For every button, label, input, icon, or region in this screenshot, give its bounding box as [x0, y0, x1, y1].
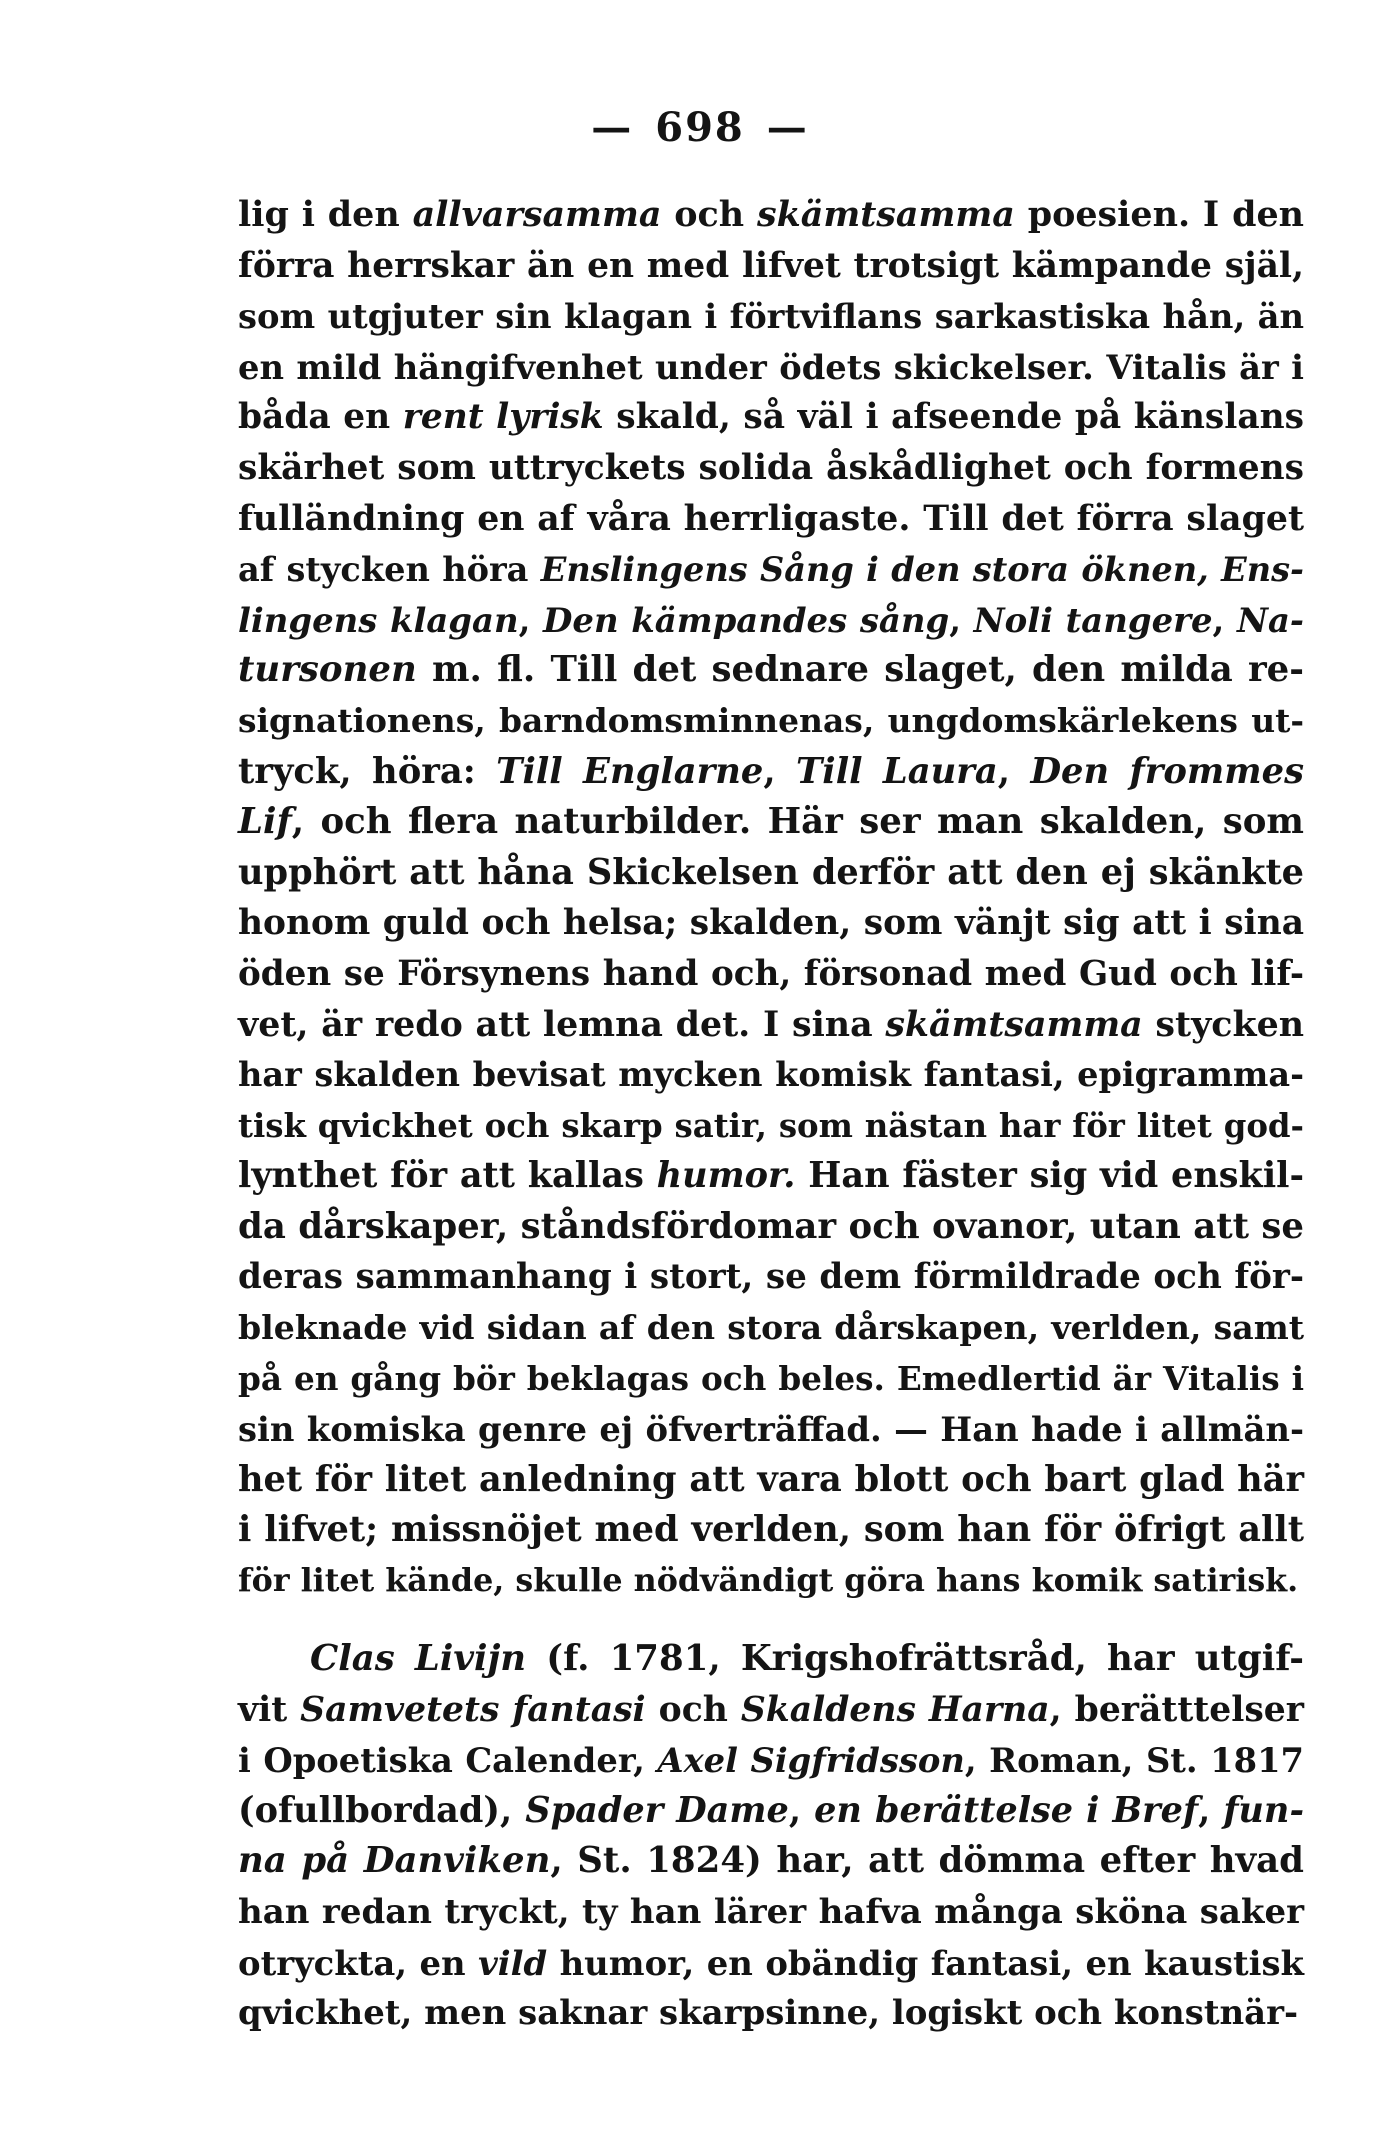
italic-text: vild	[478, 1942, 548, 1983]
paragraph-livijn	[238, 1634, 1304, 2039]
text-line	[238, 1938, 1304, 1989]
text-run: , berätttelser	[1049, 1689, 1304, 1730]
text-line	[238, 1202, 1304, 1253]
text-line	[238, 241, 1304, 292]
italic-text: na på Danviken	[238, 1840, 551, 1882]
text-run: lig i den	[238, 194, 413, 235]
text-run: har skalden bevisat mycken komisk fantasi, epigramma-	[238, 1055, 1304, 1095]
text-run: lynthet för att kallas	[238, 1155, 657, 1197]
text-run: ,	[1212, 599, 1237, 640]
text-line	[238, 443, 1304, 494]
italic-text: fun-	[1223, 1789, 1304, 1831]
text-run: vit	[238, 1689, 301, 1730]
text-run: fulländning en af våra herrligaste. Till det förra slaget	[238, 497, 1304, 539]
text-run: ,	[1198, 1789, 1224, 1831]
text-line	[238, 1354, 1304, 1405]
text-line	[238, 797, 1304, 848]
text-line	[238, 1988, 1304, 2039]
text-run: Han fäster sig vid enskil-	[795, 1155, 1304, 1197]
text-line	[238, 1887, 1304, 1938]
text-line	[238, 848, 1304, 899]
text-line	[238, 1556, 1304, 1607]
text-run: tisk qvickhet och skarp satir, som nästan har för litet god-	[238, 1106, 1304, 1145]
text-line	[238, 291, 1304, 342]
italic-text: Clas Livijn	[310, 1638, 527, 1679]
italic-text: Den kämpandes sång	[543, 599, 950, 640]
italic-text: Spader Dame	[525, 1789, 789, 1831]
text-run: stycken	[1142, 1003, 1304, 1045]
text-run: skärhet som uttryckets solida åskådlighet och formens	[238, 447, 1304, 488]
page-number: 698	[655, 104, 745, 151]
italic-text: Noli tangere	[973, 599, 1213, 640]
text-line	[238, 494, 1304, 545]
text-line	[238, 1000, 1304, 1051]
text-run: da dårskaper, ståndsfördomar och ovanor, utan att se	[238, 1205, 1304, 1247]
text-line	[238, 747, 1304, 798]
text-run: bleknade vid sidan af den stora dårskapen, verlden, samt	[238, 1308, 1304, 1348]
text-run: på en gång bör beklagas och beles. Emedlertid är Vitalis i	[238, 1358, 1304, 1398]
italic-text: lingens klagan	[238, 599, 519, 640]
italic-text: Axel Sigfridsson	[657, 1740, 965, 1781]
text-line	[238, 595, 1304, 646]
text-line	[238, 1634, 1304, 1685]
text-run: otryckta, en	[238, 1942, 479, 1983]
text-line	[238, 1050, 1304, 1101]
italic-text: Till Laura	[796, 750, 998, 792]
italic-text: humor.	[656, 1155, 796, 1197]
italic-text: en berättelse i Bref	[814, 1789, 1199, 1831]
text-line	[238, 1836, 1304, 1887]
text-line	[238, 190, 1304, 241]
italic-text: skämtsamma	[885, 1003, 1143, 1045]
header-dash-left: —	[591, 104, 634, 151]
text-run: poesien. I den	[1014, 194, 1304, 235]
italic-text: Na-	[1236, 599, 1304, 640]
text-run: som utgjuter sin klagan i förtviflans sarkastiska hån, än	[238, 296, 1304, 337]
text-line	[238, 1735, 1304, 1786]
text-run: ,	[949, 599, 974, 640]
text-line	[238, 696, 1304, 747]
text-run: öden se Försynens hand och, försonad med Gud och lif-	[238, 953, 1304, 994]
text-line	[238, 1151, 1304, 1202]
text-run: (ofullbordad),	[238, 1789, 526, 1831]
text-line	[238, 645, 1304, 696]
text-run: för litet kände, skulle nödvändigt göra hans komik satirisk.	[238, 1562, 1299, 1600]
italic-text: Samvetets fantasi	[300, 1689, 646, 1730]
text-run: och	[661, 194, 757, 235]
italic-text: skämtsamma	[756, 194, 1015, 235]
text-line	[238, 1404, 1304, 1455]
text-line	[238, 898, 1304, 949]
text-run: och	[645, 1689, 741, 1730]
text-run: tryck, höra:	[238, 750, 497, 792]
text-run: båda en	[238, 397, 403, 438]
text-run: en mild hängifvenhet under ödets skickelser. Vitalis är i	[238, 346, 1304, 387]
italic-text: tursonen	[238, 649, 417, 691]
text-line	[238, 342, 1304, 393]
text-run: humor, en obändig fantasi, en kaustisk	[547, 1942, 1304, 1983]
italic-text: Enslingens Sång i den stora öknen, Ens-	[540, 549, 1304, 590]
text-run: i Opoetiska Calender,	[238, 1740, 658, 1781]
header-dash-right: —	[766, 104, 809, 151]
text-line	[238, 544, 1304, 595]
text-run: vet, är redo att lemna det. I sina	[238, 1003, 886, 1045]
text-run: qvickhet, men saknar skarpsinne, logiskt och konstnär-	[238, 1993, 1299, 2034]
text-line	[238, 1303, 1304, 1354]
text-line	[238, 1455, 1304, 1506]
text-line	[238, 1786, 1304, 1837]
text-line	[238, 1252, 1304, 1303]
text-run: ,	[788, 1789, 815, 1831]
text-run: i lifvet; missnöjet med verlden, som han för öfrigt allt	[238, 1509, 1304, 1551]
text-run: honom guld och helsa; skalden, som vänjt sig att i sina	[238, 903, 1304, 944]
text-line	[238, 1685, 1304, 1736]
italic-text: Den frommes	[1030, 750, 1304, 792]
text-run: deras sammanhang i stort, se dem förmildrade och för-	[238, 1257, 1304, 1298]
text-line	[238, 949, 1304, 1000]
text-run: han redan tryckt, ty han lärer hafva många sköna saker	[238, 1891, 1304, 1932]
text-run: , och flera naturbilder. Här ser man skalden, som	[291, 801, 1304, 843]
text-run: het för litet anledning att vara blott och bart glad här	[238, 1458, 1304, 1500]
text-run: , St. 1824) har, att dömma efter hvad	[550, 1840, 1304, 1882]
italic-text: allvarsamma	[412, 194, 662, 235]
page-header	[0, 104, 1400, 151]
text-run: sin komiska genre ej öfverträffad. — Han hade i allmän-	[238, 1409, 1304, 1450]
text-run: upphört att håna Skickelsen derför att den ej skänkte	[238, 851, 1304, 893]
text-run: , Roman, St. 1817	[964, 1740, 1304, 1781]
text-run: förra herrskar än en med lifvet trotsigt kämpande själ,	[238, 245, 1304, 286]
paragraph-vitalis	[238, 190, 1304, 1607]
text-run: m. fl. Till det sednare slaget, den milda re-	[416, 649, 1304, 691]
italic-text: Skaldens Harna	[740, 1689, 1050, 1730]
text-run: ,	[997, 750, 1031, 792]
text-run: ,	[518, 599, 544, 640]
text-line	[238, 1101, 1304, 1152]
text-run: af stycken höra	[238, 549, 541, 590]
text-run: (f. 1781, Krigshofrättsråd, har utgif-	[526, 1638, 1304, 1679]
text-run: ,	[763, 750, 797, 792]
italic-text: Till Englarne	[496, 750, 764, 792]
italic-text: Lif	[238, 801, 292, 843]
text-run: skald, så väl i afseende på känslans	[603, 397, 1305, 438]
italic-text: rent lyrisk	[402, 397, 604, 438]
text-line	[238, 1505, 1304, 1556]
text-run: signationens, barndomsminnenas, ungdomskärlekens ut-	[238, 700, 1304, 740]
text-line	[238, 392, 1304, 443]
